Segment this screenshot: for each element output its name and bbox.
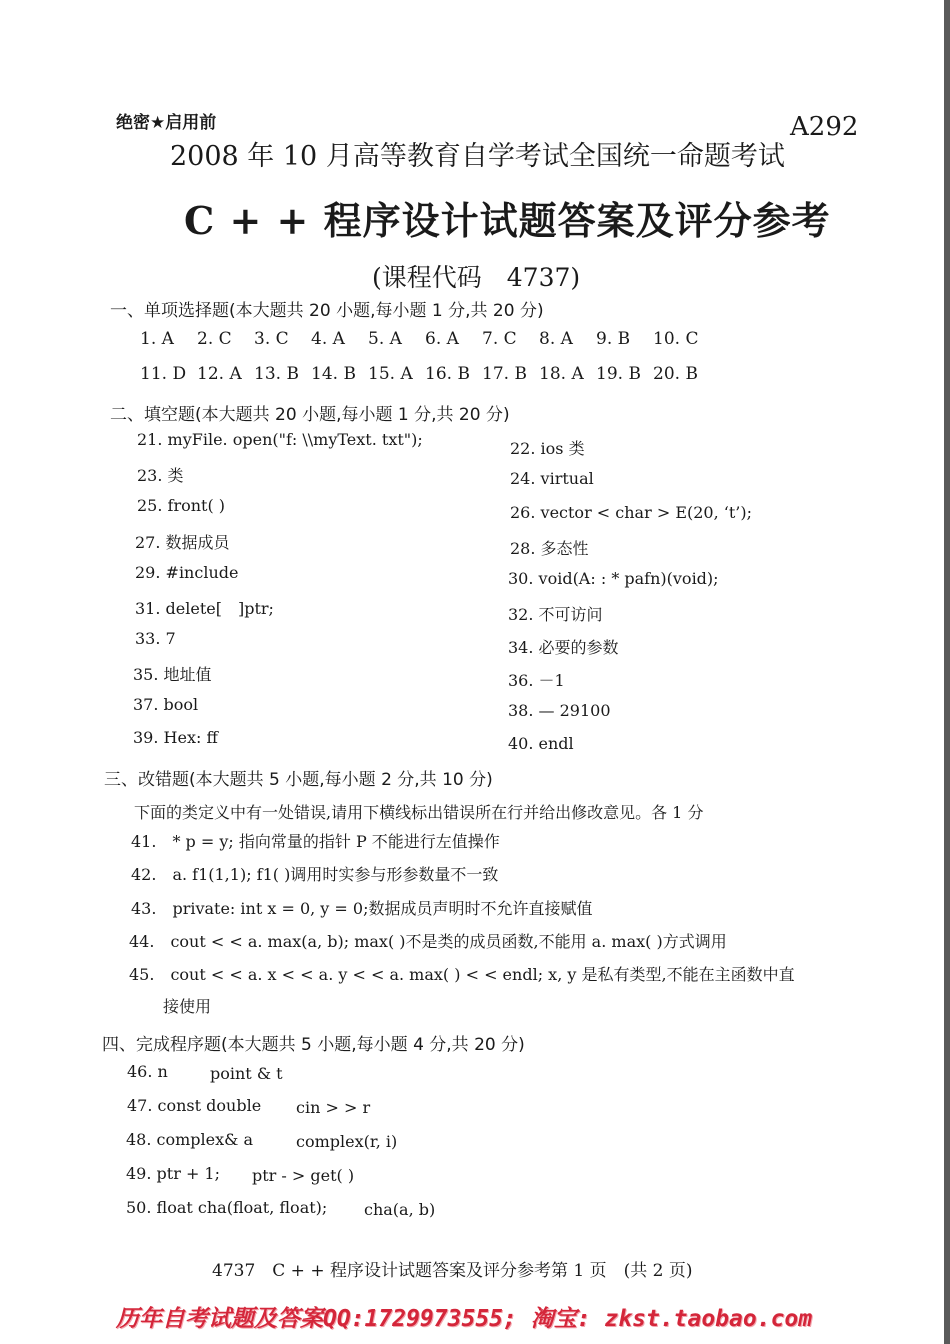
program-answer-a: 49. ptr + 1; — [126, 1164, 220, 1183]
mc-answer: 13. B — [254, 364, 299, 384]
section-4-title: 四、完成程序题(本大题共 5 小题,每小题 4 分,共 20 分) — [102, 1035, 525, 1055]
fill-answer: 35. 地址值 — [133, 665, 212, 684]
mc-answer: 14. B — [311, 364, 356, 384]
mc-answer: 8. A — [539, 329, 573, 349]
fill-answer: 39. Hex: ff — [133, 728, 218, 747]
program-answer-b: complex(r, i) — [296, 1132, 398, 1151]
mc-row-2 — [140, 364, 710, 384]
correction-answer: 42. a. f1(1,1); f1( )调用时实参与形参数量不一致 — [131, 865, 499, 884]
mc-answer: 18. A — [539, 364, 584, 384]
secret-label: 绝密★启用前 — [116, 113, 217, 133]
fill-answer: 37. bool — [133, 695, 199, 714]
mc-answer: 16. B — [425, 364, 470, 384]
mc-row-1 — [140, 329, 710, 349]
program-answer-b: point & t — [210, 1064, 283, 1083]
mc-answer: 11. D — [140, 364, 187, 384]
correction-answer: 45. cout < < a. x < < a. y < < a. max( ) < < endl; x, y 是私有类型,不能在主函数中直 — [129, 965, 795, 984]
fill-answer: 24. virtual — [510, 469, 594, 488]
fill-answer: 36. －1 — [508, 671, 565, 690]
mc-answer: 15. A — [368, 364, 413, 384]
fill-answer: 26. vector < char > E(20, ‘t’); — [510, 503, 753, 522]
fill-answer: 34. 必要的参数 — [508, 638, 619, 657]
fill-answer: 22. ios 类 — [510, 439, 585, 458]
fill-answer: 23. 类 — [137, 466, 184, 485]
fill-answer: 32. 不可访问 — [508, 605, 603, 624]
section-3-title: 三、改错题(本大题共 5 小题,每小题 2 分,共 10 分) — [104, 770, 493, 790]
fill-answer: 38. — 29100 — [508, 701, 611, 720]
mc-answer: 19. B — [596, 364, 641, 384]
fill-answer: 30. void(A: : * pafn)(void); — [508, 569, 719, 588]
correction-answer: 41. * p = y; 指向常量的指针 P 不能进行左值操作 — [131, 832, 500, 851]
section-3-note: 下面的类定义中有一处错误,请用下横线标出错误所在行并给出修改意见。各 1 分 — [134, 803, 704, 822]
program-answer-a: 48. complex& a — [126, 1130, 254, 1149]
course-code: (课程代码 4737) — [372, 263, 581, 292]
paper-code: A292 — [790, 112, 859, 142]
mc-answer: 3. C — [254, 329, 289, 349]
exam-title: 2008 年 10 月高等教育自学考试全国统一命题考试 — [170, 141, 785, 172]
section-1-title: 一、单项选择题(本大题共 20 小题,每小题 1 分,共 20 分) — [110, 301, 544, 321]
program-answer-b: cha(a, b) — [364, 1200, 436, 1219]
section-2-title: 二、填空题(本大题共 20 小题,每小题 1 分,共 20 分) — [110, 405, 510, 425]
mc-answer: 7. C — [482, 329, 517, 349]
mc-answer: 9. B — [596, 329, 631, 349]
watermark-ad: 历年自考试题及答案QQ:1729973555; 淘宝: zkst.taobao.com — [116, 1306, 813, 1332]
mc-answer: 10. C — [653, 329, 699, 349]
mc-answer: 1. A — [140, 329, 174, 349]
mc-answer: 17. B — [482, 364, 527, 384]
correction-continuation: 接使用 — [163, 997, 212, 1016]
mc-answer: 5. A — [368, 329, 402, 349]
mc-answer: 2. C — [197, 329, 232, 349]
mc-answer: 12. A — [197, 364, 242, 384]
fill-answer: 27. 数据成员 — [135, 533, 230, 552]
fill-answer: 21. myFile. open("f: \\myText. txt"); — [137, 430, 423, 449]
correction-answer: 43. private: int x = 0, y = 0;数据成员声明时不允许直接赋值 — [131, 899, 593, 918]
mc-answer: 6. A — [425, 329, 459, 349]
program-answer-b: cin > > r — [296, 1098, 371, 1117]
mc-answer: 20. B — [653, 364, 698, 384]
page-footer: 4737 C + + 程序设计试题答案及评分参考第 1 页 (共 2 页) — [212, 1261, 693, 1281]
fill-answer: 29. #include — [135, 563, 239, 582]
program-answer-a: 47. const double — [127, 1096, 262, 1115]
mc-answer: 4. A — [311, 329, 345, 349]
fill-answer: 33. 7 — [135, 629, 176, 648]
correction-answer: 44. cout < < a. max(a, b); max( )不是类的成员函数,不能用 a. max( )方式调用 — [129, 932, 727, 951]
fill-answer: 25. front( ) — [137, 496, 226, 515]
program-answer-b: ptr - > get( ) — [252, 1166, 355, 1185]
fill-answer: 28. 多态性 — [510, 539, 589, 558]
fill-answer: 31. delete[ ]ptr; — [135, 599, 274, 618]
program-answer-a: 46. n — [127, 1062, 168, 1081]
fill-answer: 40. endl — [508, 734, 574, 753]
scan-edge — [944, 0, 950, 1344]
main-title: C + + 程序设计试题答案及评分参考 — [184, 198, 831, 243]
program-answer-a: 50. float cha(float, float); — [126, 1198, 328, 1217]
